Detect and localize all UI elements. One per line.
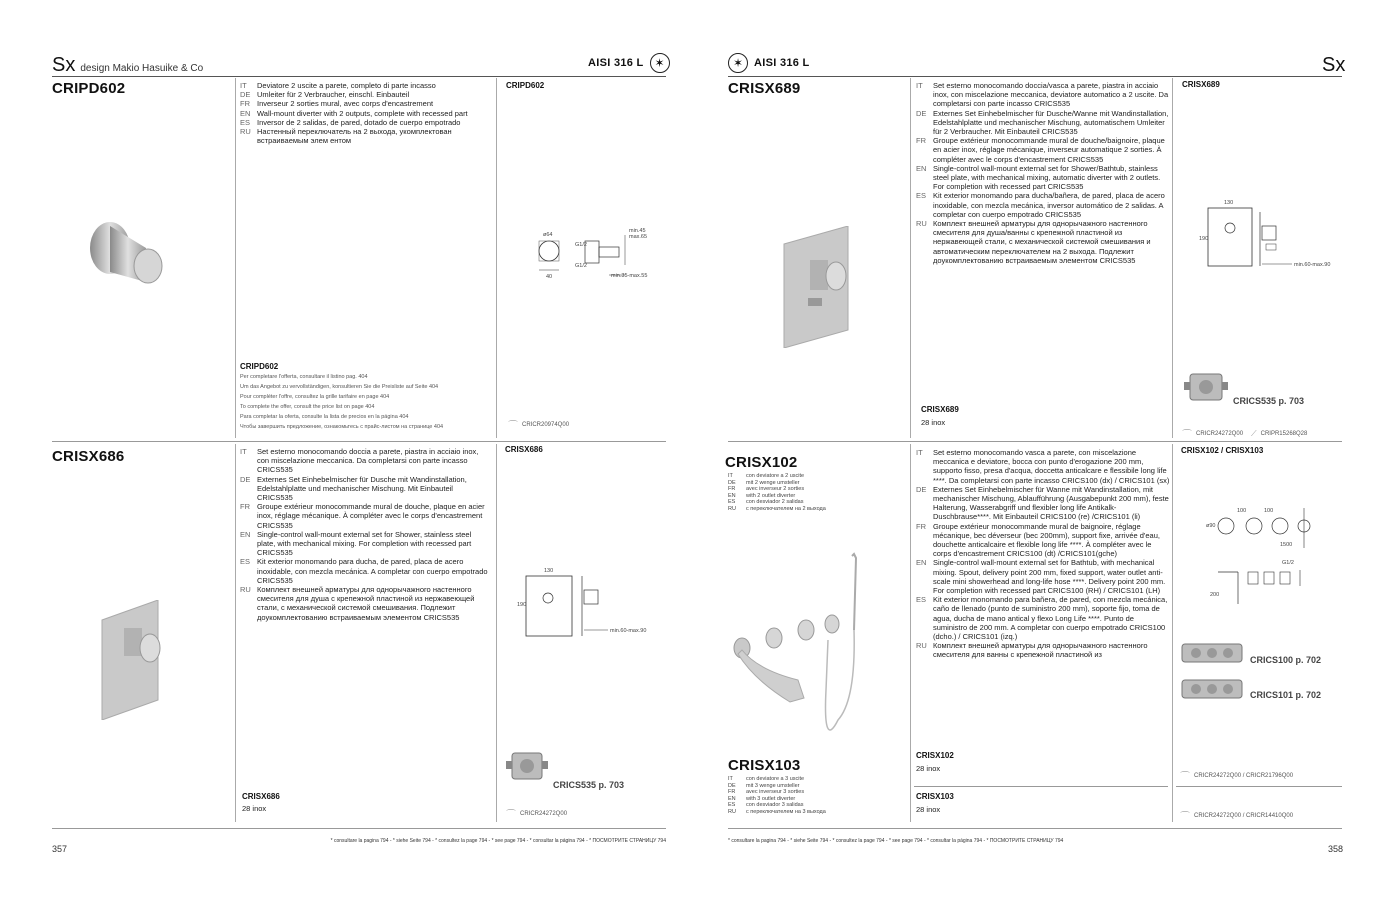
description-crisx102 [916, 448, 1170, 660]
dim-label: 100 [1264, 508, 1274, 514]
finish-crisx686: 28 inox [242, 804, 267, 813]
variant-row [728, 493, 898, 500]
dim-label: G1/2 [575, 263, 587, 269]
description-text: Groupe extérieur monocommande mural de douche, plaque en acier inox, réglage mécanique. À compléter avec le corps d'encastrement CRICS535 [257, 502, 485, 530]
description-row [240, 118, 490, 127]
column-divider [1172, 444, 1173, 822]
description-text: Groupe extérieur monocommande mural de douche/baignoire, plaque en acier inox, réglage mécanique, inverseur automatique 2 sorties. À compléter avec le corps d'encastrement CRICS535 [933, 136, 1165, 164]
ref-page-crisx689: CRICS535 p. 703 [1233, 396, 1305, 406]
description-row [916, 595, 1170, 641]
description-text: Комплект внешней арматуры для однорычажного настенного смесителя для душа/ванны с крепежной пластиной из нержавеющей стали, с механической системой смешивания и автоматическим переключателем на 2 выхода. Подлежит доукомплектованию встраиваемым элементом CRICS535 [933, 219, 1151, 265]
variant-row [728, 789, 898, 796]
ref-crisx686 [506, 806, 567, 821]
hose-icon: ⌒ [1182, 430, 1192, 441]
description-row [240, 475, 490, 503]
language-code: IT [728, 776, 733, 782]
product-code-crisx103: CRISX103 [728, 757, 801, 774]
language-code: ES [240, 117, 251, 127]
description-row [916, 109, 1170, 137]
description-text: Kit exterior monomando para bañera, de pared, con mezcla mecánica, caño de llenado (punto de suministro 200 mm), soporte fijo, toma de agua, ducha de mano antical y flexo Long Life ****. Punto de suministro de 200 mm. A completar con cuerpo empotrado CRICS100 (dcho.) / CRICS101 (izq.) [933, 595, 1168, 642]
ref-code: CRICR20974Q00 [522, 421, 570, 428]
collection-name: Sx [1322, 54, 1346, 76]
column-divider [1172, 78, 1173, 438]
language-code: DE [916, 484, 927, 494]
star-icon: ✶ [650, 53, 670, 73]
footer-note-left: * consultare la pagina 794 - * siehe Seite 794 - * consultez la page 794 - * see page 794 - * consultar la página 794 - * ПОСМОТРИТЕ СТРАНИЦУ 794 [330, 838, 666, 844]
recessed-part-image [1180, 638, 1244, 668]
language-code: ES [728, 802, 736, 809]
description-text: Set esterno monocomando vasca a parete, con miscelazione meccanica e deviatore, bocca con punto d'erogazione 200 mm, supporto fisso, presa d'acqua, doccetta anticalcare e flessibile long life ****. Da completarsi con parte incasso CRICS100 (dx) / CRICS101 (sx) [933, 448, 1170, 485]
dim-label: min.35-max.55 [611, 273, 648, 279]
note-line: To complete the offer, consult the price list on page 404 [240, 404, 375, 410]
ref-crisx689 [1182, 426, 1307, 441]
designer-credit: design Makio Hasuike & Co [80, 63, 204, 74]
language-code: EN [916, 163, 927, 173]
language-code: EN [240, 108, 251, 118]
description-text: Set esterno monocomando doccia/vasca a parete, piastra in acciaio inox, con miscelazione meccanica, deviatore automatico a 2 uscite. Da completarsi con parte incasso CRICS535 [933, 81, 1169, 109]
variant-text: avec inverseur 2 sorties [746, 486, 805, 493]
description-row [240, 81, 490, 90]
description-text: Wall-mount diverter with 2 outputs, complete with recessed part [257, 108, 468, 118]
language-code: RU [916, 641, 927, 651]
recessed-part-image [1184, 366, 1228, 408]
description-cripd602 [240, 81, 490, 145]
diagram-code-crisx686: CRISX686 [505, 445, 543, 454]
language-code: FR [916, 136, 926, 146]
notes-cripd602 [240, 372, 496, 432]
ref-crisx103 [1180, 808, 1293, 823]
dim-label: min.60-max.90 [610, 628, 647, 634]
variant-row [728, 480, 898, 487]
ref-page-crics101: CRICS101 p. 702 [1250, 690, 1322, 700]
note-code-cripd602: CRIPD602 [240, 362, 279, 371]
ref-code: CRICR24272Q00 [520, 810, 568, 817]
description-text: Комплект внешней арматуры для однорычажного настенного смесителя для душа с крепежной пластиной из нержавеющей стали, с механической системой смешивания. Подлежит доукомплектованию встраиваемым элементом CRICS535 [257, 585, 475, 622]
section-rule [728, 441, 1342, 442]
description-row [240, 90, 490, 99]
description-text: Kit exterior monomando para ducha, de pared, placa de acero inoxidable, con mezcla mecánica. A completar con cuerpo empotrado CRICS535 [257, 557, 488, 585]
description-row [916, 219, 1170, 265]
description-row [916, 522, 1170, 559]
dim-label: min.60-max.90 [1294, 262, 1331, 268]
hose-icon: ⌒ [506, 810, 516, 821]
product-code-crisx686: CRISX686 [52, 448, 125, 465]
dim-label: 130 [1224, 200, 1234, 206]
dim-label: 190 [1199, 236, 1209, 242]
collection-name: Sx [52, 54, 76, 76]
product-image-crisx102 [728, 550, 863, 750]
right-header [1322, 54, 1345, 77]
description-text: Inversor de 2 salidas, de pared, dotado de cuerpo empotrado [257, 117, 461, 127]
language-code: ES [916, 191, 927, 201]
language-code: IT [916, 81, 923, 90]
ref-crisx102 [1180, 768, 1293, 783]
variant-row [728, 783, 898, 790]
variant-text: con desviador 3 salidas [746, 802, 804, 809]
variant-row [728, 499, 898, 506]
language-code: EN [240, 529, 251, 539]
product-image-cripd602 [88, 218, 168, 298]
finish-code-crisx686: CRISX686 [242, 792, 280, 801]
note-line: Per completare l'offerta, consultare il listino pag. 404 [240, 374, 368, 380]
language-code: DE [728, 479, 736, 486]
dim-label: 1500 [1280, 542, 1293, 548]
column-divider [496, 78, 497, 438]
variant-text: con deviatore a 2 uscite [746, 473, 805, 479]
description-text: Set esterno monocomando doccia a parete, piastra in acciaio inox, con miscelazione meccanica. Da completarsi con parte incasso CRICS535 [257, 447, 479, 475]
right-material-badge [728, 53, 810, 73]
material-label: AISI 316 L [754, 57, 810, 69]
dim-label: 100 [1237, 508, 1247, 514]
description-row [240, 502, 490, 530]
description-text: Deviatore 2 uscite a parete, completo di parte incasso [257, 81, 436, 90]
dim-label: G1/2 [575, 242, 587, 248]
finish-code-crisx102: CRISX102 [916, 751, 954, 760]
description-row [916, 485, 1170, 522]
product-code-crisx689: CRISX689 [728, 80, 801, 97]
product-code-crisx102: CRISX102 [725, 454, 798, 471]
variant-row [728, 506, 898, 513]
language-code: ES [240, 557, 251, 567]
variant-row [728, 473, 898, 480]
dim-label: 130 [544, 568, 554, 574]
variant-text: с переключателем на 2 выхода [746, 505, 826, 512]
column-divider [496, 444, 497, 822]
dim-label: min.45 [629, 228, 646, 234]
language-code: ES [916, 595, 927, 605]
note-line: Um das Angebot zu vervollständigen, konsultieren Sie die Preisliste auf Seite 404 [240, 384, 439, 390]
description-row [916, 164, 1170, 192]
left-header [52, 54, 203, 77]
description-text: Single-control wall-mount external set for Shower, stainless steel plate, with mechanical mixing. For completion with recessed part CRICS535 [257, 529, 472, 558]
left-material-badge [588, 53, 670, 73]
description-row [916, 136, 1170, 164]
shower-icon: ⟋ [1251, 428, 1257, 438]
description-text: Настенный переключатель на 2 выхода, укомплектован встраиваемым элем ентом [257, 127, 452, 146]
note-line: Para completar la oferta, consulte la lista de precios en la página 404 [240, 414, 409, 420]
variant-text: avec inverseur 3 sorties [746, 789, 805, 796]
description-row [916, 448, 1170, 485]
variant-text: mit 2 wenge umsteller [746, 479, 800, 486]
description-text: Single-control wall-mount external set for Shower/Bathtub, stainless steel plate, with mechanical mixing, automatic diverter with 2 outlets. For completion with recessed part CRICS535 [933, 163, 1161, 192]
technical-drawing-crisx689 [1196, 198, 1342, 276]
column-divider [235, 78, 236, 438]
page-number-right: 358 [1328, 844, 1344, 854]
star-icon: ✶ [728, 53, 748, 73]
note-line: Pour compléter l'offre, consultez la grille tarifaire en page 404 [240, 394, 390, 400]
hose-icon: ⌒ [508, 421, 518, 432]
description-crisx686 [240, 447, 490, 622]
language-code: FR [728, 789, 736, 796]
diagram-code-crisx102: CRISX102 / CRISX103 [1181, 446, 1264, 455]
description-row [240, 557, 490, 585]
technical-drawing-crisx102 [1204, 500, 1344, 610]
description-row [916, 558, 1170, 595]
dim-label: 40 [546, 274, 553, 280]
language-code: DE [240, 474, 251, 484]
ref-cripd602 [508, 417, 569, 432]
language-code: RU [240, 127, 251, 137]
column-divider [910, 444, 911, 822]
diagram-code-crisx689: CRISX689 [1182, 80, 1220, 89]
language-code: RU [728, 505, 736, 512]
header-rule-left [52, 76, 666, 77]
language-code: RU [728, 808, 736, 815]
dim-label: ø64 [543, 232, 553, 238]
dim-label: 190 [517, 602, 527, 608]
language-code: DE [240, 90, 251, 100]
description-text: Groupe extérieur monocommande mural de baignoire, réglage mécanique, bec déverseur (bec 200mm), support fixe, arrivée d'eau, douchette anticalcaire et flexible long life ****. À compléter avec le corps d'encastrement CRICS100 (dt) /CRICS101(gche) [933, 521, 1160, 559]
variant-text: с переключателем на 3 выхода [746, 808, 826, 815]
finish-crisx689: 28 inox [921, 418, 946, 427]
description-text: Single-control wall-mount external set for Bathtub, with mechanical mixing. Spout, delivery point 200 mm, fixed support, water outlet anti-scale mini showerhead and long-life hose ****. Delivery point 200 mm. For completion with recessed part CRICS100 (RH) / CRICS101 (LH) [933, 558, 1166, 596]
variant-text: with 2 outlet diverter [746, 492, 796, 499]
hose-icon: ⌒ [1180, 812, 1190, 823]
language-code: IT [240, 81, 247, 90]
description-row [916, 81, 1170, 109]
description-text: Kit exterior monomando para ducha/bañera, de pared, placa de acero inoxidable, con mezcla mecánica, inversor automático de 2 salidas. A completar con cuerpo empotrado CRICS535 [933, 191, 1165, 219]
finish-code-crisx689: CRISX689 [921, 405, 959, 414]
column-divider [910, 78, 911, 438]
ref-code: CRICR24272Q00 / CRICR21796Q00 [1194, 772, 1294, 779]
description-row [240, 585, 490, 622]
footer-note-right: * consultare la pagina 794 - * siehe Seite 794 - * consultez la page 794 - * see page 794 - * consultar la página 794 - * ПОСМОТРИТЕ СТРАНИЦУ 794 [728, 838, 1064, 844]
language-code: FR [240, 502, 250, 512]
description-row [240, 99, 490, 108]
language-code: EN [728, 795, 736, 802]
language-code: EN [916, 558, 927, 568]
variant-list-crisx103 [728, 776, 898, 816]
column-divider [235, 444, 236, 822]
variant-row [728, 776, 898, 783]
finish-crisx103: 28 inox [916, 805, 941, 814]
language-code: ES [728, 499, 736, 506]
language-code: FR [916, 521, 926, 531]
description-row [240, 447, 490, 475]
product-code-cripd602: CRIPD602 [52, 80, 126, 97]
dim-label: G1/2 [1282, 560, 1294, 566]
variant-text: mit 3 wenge umsteller [746, 782, 800, 789]
section-rule [914, 786, 1168, 787]
hose-icon: ⌒ [1180, 772, 1190, 783]
material-label: AISI 316 L [588, 57, 644, 69]
product-image-crisx686 [100, 600, 162, 720]
footer-rule-right [728, 828, 1342, 829]
variant-row [728, 802, 898, 809]
language-code: IT [916, 448, 923, 457]
header-rule-right [728, 76, 1342, 77]
language-code: FR [728, 486, 736, 493]
variant-row [728, 486, 898, 493]
description-text: Inverseur 2 sorties mural, avec corps d'encastrement [257, 99, 434, 109]
language-code: IT [240, 447, 247, 456]
language-code: DE [916, 108, 927, 118]
finish-code-crisx103: CRISX103 [916, 792, 954, 801]
variant-text: with 3 outlet diverter [746, 795, 796, 802]
technical-drawing-cripd602 [525, 225, 655, 285]
description-row [916, 191, 1170, 219]
ref-page-crisx686: CRICS535 p. 703 [553, 780, 625, 790]
ref-code: CRIPR15268Q28 [1260, 430, 1308, 437]
description-row [240, 127, 490, 145]
description-row [240, 109, 490, 118]
description-text: Externes Set Einhebelmischer für Wanne mit Wandinstallation, mit mechanischer Mischung, Ablaufführung (Ausgabepunkt 200 mm), feste Halterung, Wasserabgriff und flexibler long life Antikalk-Duschbrause****. Mit Einbauteil CRICS100 (re) /CRICS101 (li) [933, 484, 1169, 522]
language-code: DE [728, 782, 736, 789]
description-row [240, 530, 490, 558]
variant-list-crisx102 [728, 473, 898, 513]
language-code: FR [240, 99, 250, 109]
language-code: IT [728, 473, 733, 479]
language-code: RU [240, 585, 251, 595]
variant-text: con desviador 2 salidas [746, 499, 804, 506]
note-line: Чтобы завершить предложение, ознакомьтесь с прайс-листом на странице 404 [240, 424, 444, 430]
variant-row [728, 796, 898, 803]
diagram-code-cripd602: CRIPD602 [506, 81, 545, 90]
section-rule [52, 441, 666, 442]
footer-rule-left [52, 828, 666, 829]
description-row [916, 641, 1170, 659]
ref-page-crics100: CRICS100 p. 702 [1250, 655, 1322, 665]
variant-text: con deviatore a 3 uscite [746, 776, 805, 782]
dim-label: max.65 [629, 234, 648, 240]
technical-drawing-crisx686 [512, 568, 662, 643]
ref-code: CRICR24272Q00 / CRICR14410Q00 [1194, 812, 1294, 819]
dim-label: ø90 [1206, 523, 1216, 529]
description-text: Комплект внешней арматуры для однорычажного настенного смесителя для ванны с крепежной пластиной из [933, 641, 1148, 660]
description-crisx689 [916, 81, 1170, 265]
description-text: Externes Set Einhebelmischer für Dusche/Wanne mit Wandinstallation, Edelstahlplatte und mechanischer Mischung, automatischem Umleiter für 2 Verbraucher. Mit Einbauteil CRICS535 [933, 108, 1169, 137]
page-number-left: 357 [52, 844, 68, 854]
recessed-part-image [1180, 674, 1244, 704]
ref-code: CRICR24272Q00 [1196, 430, 1244, 437]
language-code: EN [728, 492, 736, 499]
product-image-crisx689 [782, 226, 854, 348]
finish-crisx102: 28 inox [916, 764, 941, 773]
section-rule [1176, 786, 1342, 787]
recessed-part-image [506, 745, 548, 787]
variant-row [728, 809, 898, 816]
description-text: Externes Set Einhebelmischer für Dusche mit Wandinstallation, Edelstahlplatte und mechanischer Mischung. Mit Einbauteil CRICS535 [257, 474, 467, 503]
language-code: RU [916, 219, 927, 229]
description-text: Umleiter für 2 Verbraucher, einschl. Einbauteil [257, 90, 410, 100]
dim-label: 200 [1210, 592, 1220, 598]
